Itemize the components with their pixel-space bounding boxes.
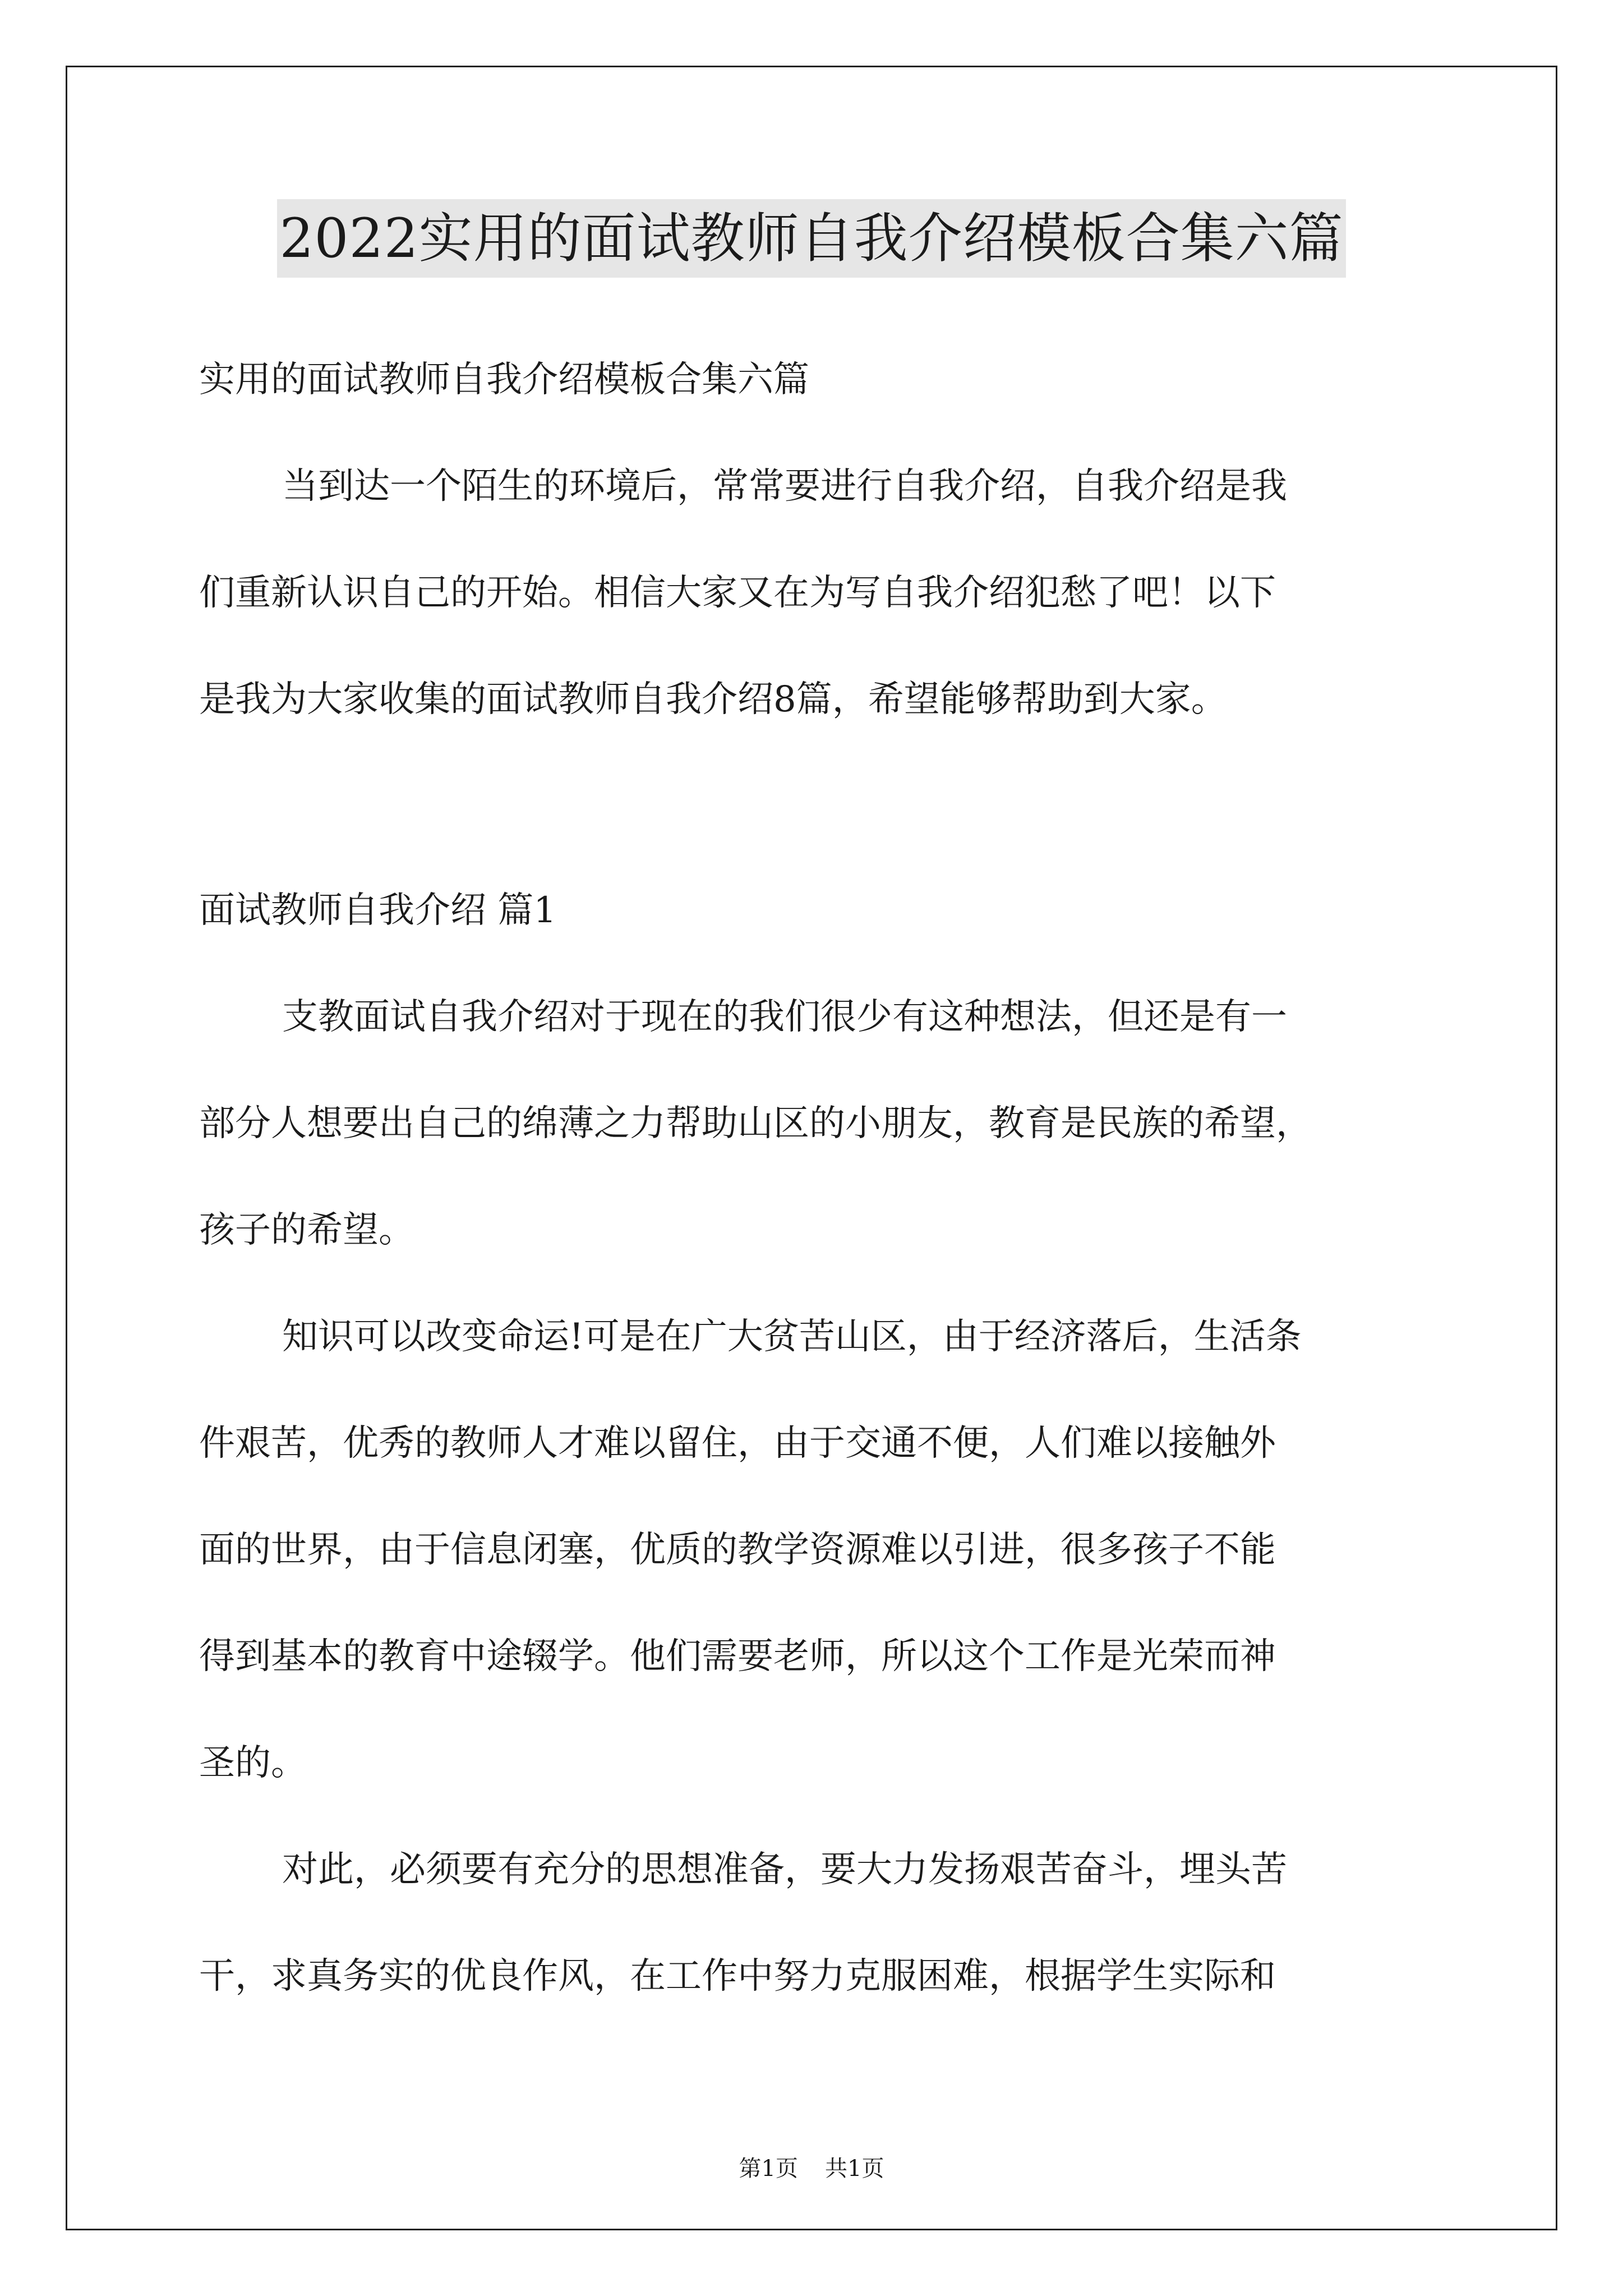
page-total: 共1页	[825, 2156, 884, 2182]
body-line: 部分人想要出自己的绵薄之力帮助山区的小朋友，教育是民族的希望，	[199, 1103, 1312, 1144]
body-line: 孩子的希望。	[199, 1209, 414, 1251]
intro-line: 当到达一个陌生的环境后，常常要进行自我介绍，自我介绍是我	[282, 466, 1287, 507]
body-line: 支教面试自我介绍对于现在的我们很少有这种想法，但还是有一	[282, 996, 1287, 1038]
body-line: 对此，必须要有充分的思想准备，要大力发扬艰苦奋斗，埋头苦	[282, 1849, 1287, 1890]
body-line: 知识可以改变命运!可是在广大贫苦山区，由于经济落后，生活条	[282, 1316, 1302, 1358]
body-line: 圣的。	[199, 1742, 307, 1784]
body-line: 得到基本的教育中途辍学。他们需要老师，所以这个工作是光荣而神	[199, 1636, 1276, 1677]
title-container	[0, 199, 1623, 278]
document-title: 2022实用的面试教师自我介绍模板合集六篇	[277, 199, 1345, 278]
page-footer	[0, 2152, 1623, 2185]
body-line: 件艰苦，优秀的教师人才难以留住，由于交通不便，人们难以接触外	[199, 1423, 1276, 1464]
intro-line: 是我为大家收集的面试教师自我介绍8篇，希望能够帮助到大家。	[199, 679, 1227, 720]
body-line: 干，求真务实的优良作风，在工作中努力克服困难，根据学生实际和	[199, 1955, 1276, 1997]
page-number: 第1页	[739, 2156, 798, 2182]
document-subtitle: 实用的面试教师自我介绍模板合集六篇	[199, 359, 809, 401]
section-heading: 面试教师自我介绍 篇1	[199, 890, 557, 931]
body-line: 面的世界，由于信息闭塞，优质的教学资源难以引进，很多孩子不能	[199, 1529, 1276, 1571]
intro-line: 们重新认识自己的开始。相信大家又在为写自我介绍犯愁了吧！以下	[199, 572, 1276, 614]
